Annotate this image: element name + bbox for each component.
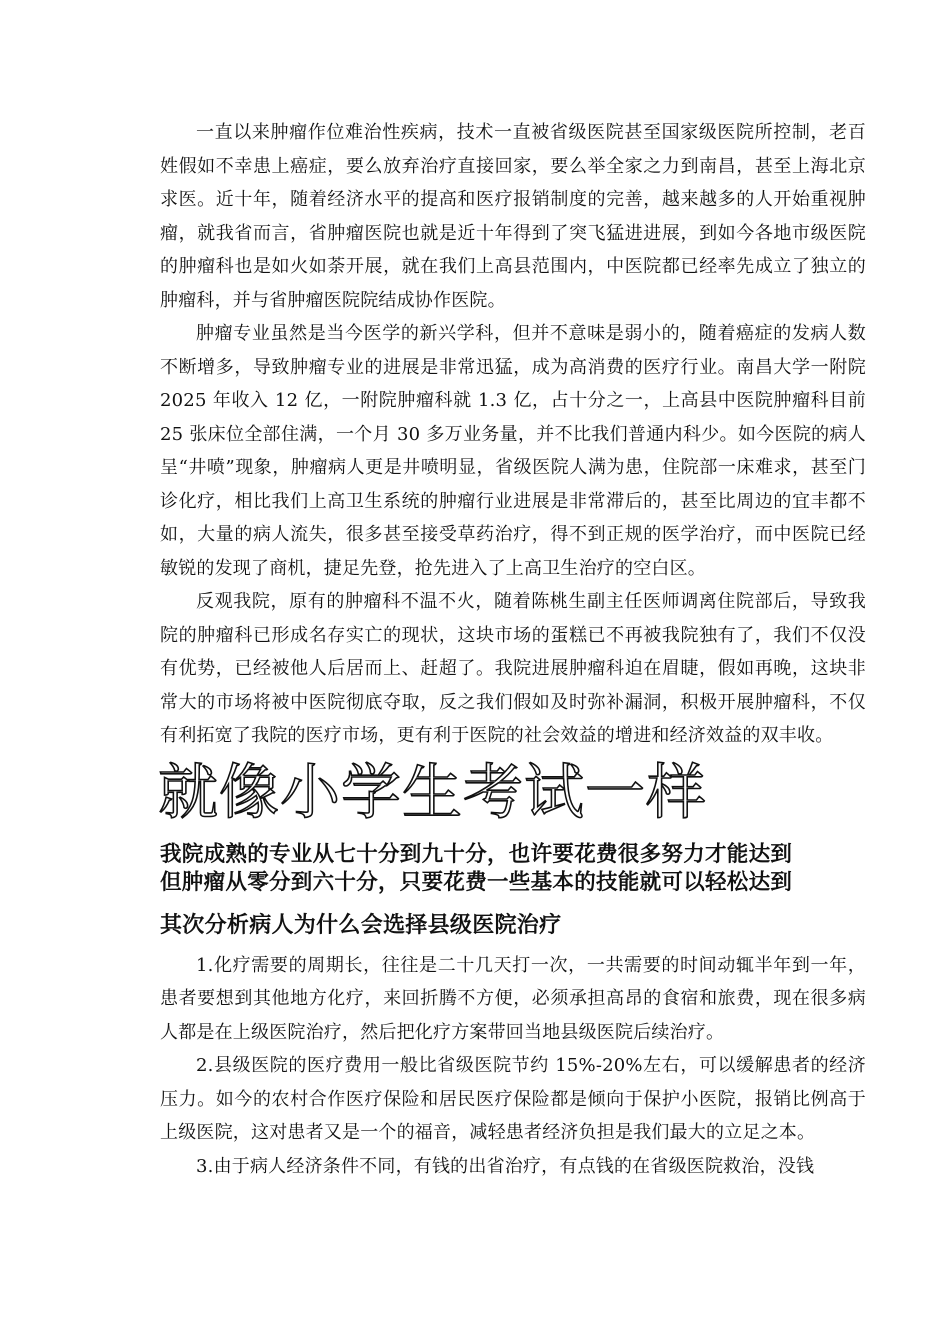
reason-paragraph-2: 2.县级医院的医疗费用一般比省级医院节约 15%-20%左右，可以缓解患者的经济压力。如今的农村合作医疗保险和居民医疗保险都是倾向于保护小医院，报销比例高于上级医院，这对患者又是一个的福音，减轻患者经济负担是我们最大的立足之本。	[160, 1055, 866, 1143]
reason-paragraph-1: 1.化疗需要的周期长，往往是二十几天打一次，一共需要的时间动辄半年到一年，患者要想到其他地方化疗，来回折腾不方便，必须承担高昂的食宿和旅费，现在很多病人都是在上级医院治疗，然后把化疗方案带回当地县级医院后续治疗。	[160, 954, 866, 1043]
comparison-statement	[160, 841, 866, 897]
bold-line-2: 但肿瘤从零分到六十分，只要花费一些基本的技能就可以轻松达到	[160, 869, 793, 895]
intro-paragraph-2: 肿瘤专业虽然是当今医学的新兴学科，但并不意味是弱小的，随着癌症的发病人数不断增多，导致肿瘤专业的进展是非常迅猛，成为高消费的医疗行业。南昌大学一附院 2025 年收入 12 亿，一附院肿瘤科就 1.3 亿，占十分之一，上高县中医院肿瘤科目前 25 张床位全部住满，一个月 30 多万业务量，并不比我们普通内科少。如今医院的病人呈“井喷”现象，肿瘤病人更是井喷明显，省级医院人满为患，住院部一床难求，甚至门诊化疗，相比我们上高卫生系统的肿瘤行业进展是非常滞后的，甚至比周边的宜丰都不如，大量的病人流失，很多甚至接受草药治疗，得不到正规的医学治疗，而中医院已经敏锐的发现了商机，捷足先登，抢先进入了上高卫生治疗的空白区。	[160, 323, 866, 579]
outline-heading: 就像小学生考试一样	[158, 757, 707, 828]
intro-paragraph-1: 一直以来肿瘤作位难治性疾病，技术一直被省级医院甚至国家级医院所控制，老百姓假如不幸患上癌症，要么放弃治疗直接回家，要么举全家之力到南昌，甚至上海北京求医。近十年，随着经济水平的提高和医疗报销制度的完善，越来越多的人开始重视肿瘤，就我省而言，省肿瘤医院也就是近十年得到了突飞猛进进展，到如今各地市级医院的肿瘤科也是如火如荼开展，就在我们上高县范围内，中医院都已经率先成立了独立的肿瘤科，并与省肿瘤医院院结成协作医院。	[160, 122, 866, 311]
section-subheading: 其次分析病人为什么会选择县级医院治疗	[160, 911, 562, 938]
bold-line-1: 我院成熟的专业从七十分到九十分，也许要花费很多努力才能达到	[160, 841, 793, 867]
reason-paragraph-3: 3.由于病人经济条件不同，有钱的出省治疗，有点钱的在省级医院救治，没钱	[196, 1155, 815, 1177]
intro-paragraph-3: 反观我院，原有的肿瘤科不温不火，随着陈桃生副主任医师调离住院部后，导致我院的肿瘤科已形成名存实亡的现状，这块市场的蛋糕已不再被我院独有了，我们不仅没有优势，已经被他人后居而上、赶超了。我院进展肿瘤科迫在眉睫，假如再晚，这块非常大的市场将被中医院彻底夺取，反之我们假如及时弥补漏洞，积极开展肿瘤科，不仅有利拓宽了我院的医疗市场，更有利于医院的社会效益的增进和经济效益的双丰收。	[160, 591, 866, 746]
